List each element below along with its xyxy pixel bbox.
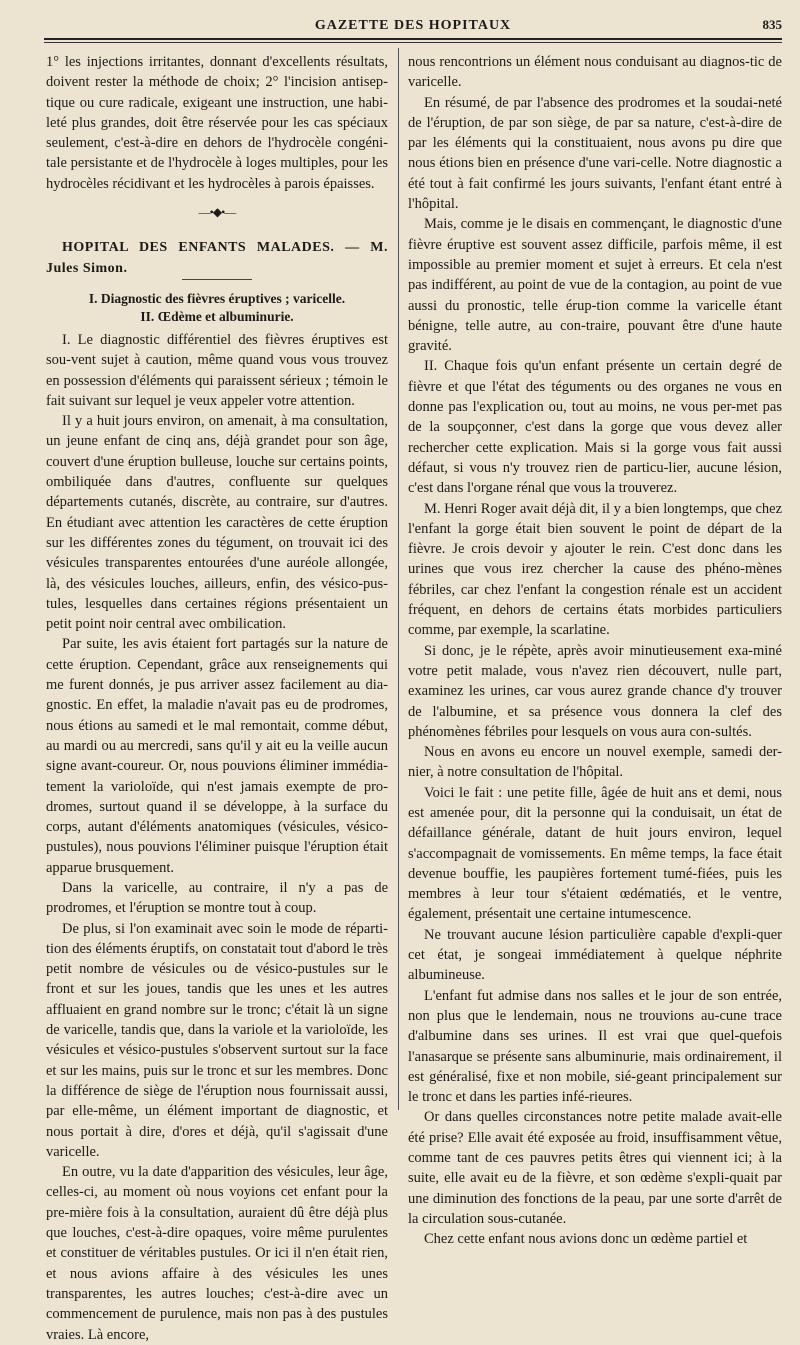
paragraph: Par suite, les avis étaient fort partagés sur la nature de cette éruption. Cependant, grâce aux renseignements qui me furent donnés, je pus arriver assez facilement au dia-gnostic. En effet, la maladie n'avait pas eu de prodromes, nous étions au samedi et le mal remontait, comme début, au mardi ou au mercredi, sans qu'il y ait eu la veille aucun signe avant-coureur. Or, nous pouvions éliminer immédia-tement la varioloïde, qui n'est jamais exempte de pro-dromes, surtout quand il se développe, à la surface du corps, autant d'éléments anatomiques (vésicules, vésico-pustules), nous pouvions l'éliminer puisque l'éruption était apparue brusquement. [46,636,388,876]
publication-title: GAZETTE DES HOPITAUX [314,18,512,33]
paragraph: II. Chaque fois qu'un enfant présente un certain degré de fièvre et que l'état des téguments ou des organes ne vous en donne pas l'explication ou, tout au moins, ne vous per-met pas de la soupçonner, c'est dans la gorge que vous devez aller rechercher cette explication. Mais si la gorge vous fait aussi défaut, si vous n'y trouvez rien de particu-lier, aucune lésion, c'est dans l'organe rénal que vous la trouverez. [408,358,782,497]
paragraph: M. Henri Roger avait déjà dit, il y a bien longtemps, que chez l'enfant la gorge était bien souvent le point de départ de la fièvre. Je crois devoir y ajouter le rein. C'est donc dans les urines que vous irez chercher la cause des phéno-mènes fébriles, car chez l'enfant la congestion rénale est un accident fréquent, en dehors de certains états morbides particuliers comme, par exemple, la scarlatine. [408,500,782,639]
page-number: 835 [762,17,782,32]
paragraph: Mais, comme je le disais en commençant, le diagnostic d'une fièvre éruptive est souvent assez difficile, parfois même, il est impossible au premier moment et sujet à erreurs. Et cela n'est pas indifférent, au point de vue de la contagion, au point de vue aussi du pronostic, telle érup-tion comme la varicelle étant bénigne, telle autre, au con-traire, pouvant être d'une haute gravité. [408,216,782,355]
intro-paragraph: 1° les injections irritantes, donnant d'excellents résultats, doivent rester la méthode de choix; 2° l'incision antisep-tique ou cure radicale, exigeant une instruction, une habi-leté plus grandes, doit être réservée pour les cas spéciaux seulement, c'est-à-dire en dehors de l'hydrocèle congéni-tale persistante et de l'hydrocèle à loges multiples, pour les hydrocèles récidivant et les hydrocèles à parois épaisses. [46,54,388,192]
paragraph: nous rencontrions un élément nous conduisant au diagnos-tic de varicelle. [408,54,782,91]
paragraph: Il y a huit jours environ, on amenait, à ma consultation, un jeune enfant de cinq ans, déjà grandet pour son âge, couvert d'une éruption bulleuse, louche sur certains points, ombiliquée dans d'autres, confluente sur quelques départements cutanés, discrète, au contraire, sur d'autres. En étudiant avec attention les caractères de cette éruption sur les différentes zones du tégument, on trouvait ici des vésicules transparentes entourées d'une auréole allongée, là, des vésicules louches, ailleurs, enfin, des vésico-pus-tules, lesquelles dans certaines régions présentaient un petit point noir central avec ombilication. [46,413,388,633]
page-header [44,14,782,38]
left-column [46,52,388,1345]
column-divider [398,48,399,1110]
subheadings [46,290,388,326]
paragraph: En outre, vu la date d'apparition des vésicules, leur âge, celles-ci, au moment où nous voyions cet enfant pour la pre-mière fois à la consultation, auraient dû être déjà plus que louches, c'est-à-dire opaques, voire même purulentes et constituer de véritables pustules. Or ici il n'en était rien, et nous avions affaire à des vésicules les unes transparentes, les autres louches; c'est-à-dire avec un commencement de purulence, mais non pas à des pustules vraies. Là encore, [46,1164,388,1343]
paragraph: De plus, si l'on examinait avec soin le mode de réparti-tion des éléments éruptifs, on constatait tout d'abord le très petit nombre de vésicules ou de vésico-pustules sur le front et sur les joues, tandis que les unes et les autres affluaient en grand nombre sur le tronc; c'était là un signe de varicelle, tandis que, dans la variole et la varioloïde, les vésicules et vésico-pustules s'observent surtout sur la face et sur les mains, puis sur le tronc et sur les membres. Donc la différence de siège de l'éruption nous fournissait aussi, par elle-même, un élément important de diagnostic, et nous portait à dire, d'ores et déjà, qu'il s'agissait d'une varicelle. [46,920,388,1160]
subheading-diagnostic: I. Diagnostic des fièvres éruptives ; varicelle. [88,290,346,306]
paragraph: Nous en avons eu encore un nouvel exemple, samedi der-nier, à notre consultation de l'hôpital. [408,744,782,781]
paragraph: En résumé, de par l'absence des prodromes et la soudai-neté de l'éruption, de par son siège, de par sa nature, c'est-à-dire de par les éléments qui la constituaient, nous avons pu dire que nous étions bien en présence d'une vari-celle. Notre diagnostic a été tout à fait confirmé les jours suivants, l'enfant étant entré à l'hôpital. [408,94,782,213]
paragraph: Dans la varicelle, au contraire, il n'y a pas de prodromes, et l'éruption se montre tout à coup. [46,879,388,917]
title-underline [182,279,252,280]
paragraph: Si donc, je le répète, après avoir minutieusement exa-miné votre petit malade, vous n'avez rien découvert, nulle part, examinez les urines, car vous aurez grande chance d'y trouver de l'albumine, et sa présence vous donnera la clef des phénomènes fébriles pour lesquels on vous aura con-sultés. [408,642,782,740]
paragraph: L'enfant fut admise dans nos salles et le jour de son entrée, non plus que le lendemain, nous ne trouvions au-cune trace d'albumine dans ses urines. Il est vrai que quel-quefois l'anasarque se présente sans albuminurie, mais ordinairement, il est généralisé, fixe et non mobile, sié-geant principalement sur le tronc et dans les parties infé-rieures. [408,987,782,1106]
subheading-oedeme: II. Œdème et albuminurie. [140,308,294,324]
header-rule [44,38,782,40]
paragraph: Or dans quelles circonstances notre petite malade avait-elle été prise? Elle avait été exposée au froid, insuffisamment vêtue, comme tant de ces pauvres petits êtres qui viennent ici; à la suite, elle avait eu de la fièvre, et son œdème s'expli-quait par une diminution des fonctions de la peau, par une sorte d'arrêt de la circulation sous-cutanée. [408,1109,782,1227]
paragraph: I. Le diagnostic différentiel des fièvres éruptives est sou-vent sujet à caution, même quand vous vous trouvez en possession d'éléments qui paraissent sérieux ; témoin le fait suivant sur lequel je veux appeler votre attention. [46,331,388,409]
header-rule-thin [44,42,782,43]
section-title: HOPITAL DES ENFANTS MALADES. — M. Jules Simon. [46,240,388,276]
paragraph: Voici le fait : une petite fille, âgée de huit ans et demi, nous est amenée pour, dit la personne qui la conduisait, un état de défaillance générale, datant de huit jours environ, lequel s'accompagnait de vomissements. En même temps, la face était devenue bouffie, les paupières fortement tumé-fiées, puis les membres à leur tour s'étaient œdématiés, et le ventre, également, présentait une certaine intumescence. [408,784,782,923]
right-column [408,52,782,1250]
paragraph: Ne trouvant aucune lésion particulière capable d'expli-quer cet état, je songeai immédiatement à quelque néphrite albumineuse. [408,926,782,984]
paragraph: Chez cette enfant nous avions donc un œdème partiel et [424,1231,748,1248]
section-ornament: —•◆•— [198,205,236,220]
